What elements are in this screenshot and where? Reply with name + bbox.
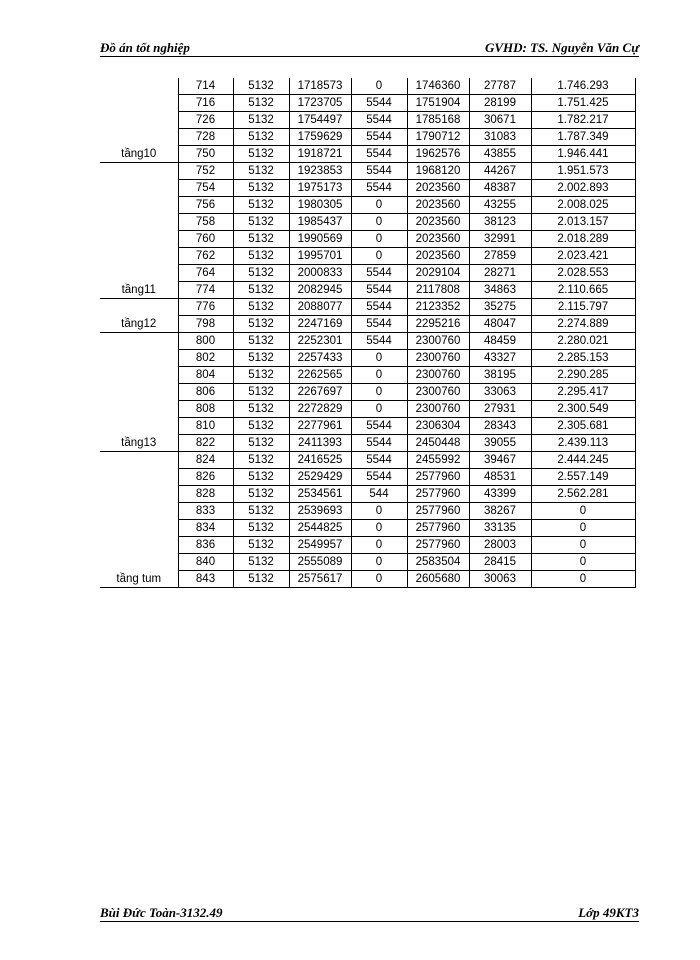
table-cell: 48459 — [469, 333, 531, 350]
table-cell: 38195 — [469, 367, 531, 384]
table-cell: 2577960 — [407, 503, 469, 520]
table-cell: 2583504 — [407, 554, 469, 571]
table-cell: 5132 — [233, 435, 289, 452]
table-cell: 35275 — [469, 299, 531, 316]
table-cell: 2295216 — [407, 316, 469, 333]
table-cell: 2.023.421 — [531, 248, 635, 265]
table-cell: 840 — [178, 554, 233, 571]
table-cell: 2029104 — [407, 265, 469, 282]
table-cell: 5132 — [233, 78, 289, 95]
table-cell: 2.300.549 — [531, 401, 635, 418]
footer-right-text: Lớp 49KT3 — [578, 905, 639, 920]
table-cell: 1785168 — [407, 112, 469, 129]
table-cell: 728 — [178, 129, 233, 146]
table-cell: 2577960 — [407, 469, 469, 486]
table-cell: 2117808 — [407, 282, 469, 299]
table-cell: 5132 — [233, 537, 289, 554]
table-cell: 38267 — [469, 503, 531, 520]
table-cell: 2.028.553 — [531, 265, 635, 282]
data-table-body — [100, 78, 635, 588]
table-cell: 27931 — [469, 401, 531, 418]
table-cell: 2.002.893 — [531, 180, 635, 197]
table-cell: 0 — [351, 384, 407, 401]
table-cell: 798 — [178, 316, 233, 333]
table-cell: 44267 — [469, 163, 531, 180]
table-row — [100, 571, 635, 588]
table-cell: 28003 — [469, 537, 531, 554]
table-cell: 1962576 — [407, 146, 469, 163]
table-row — [100, 384, 635, 401]
table-cell: 2.008.025 — [531, 197, 635, 214]
table-cell: 5544 — [351, 469, 407, 486]
table-cell: 836 — [178, 537, 233, 554]
table-cell: 2300760 — [407, 384, 469, 401]
table-row — [100, 197, 635, 214]
table-cell: 2.280.021 — [531, 333, 635, 350]
table-cell: 2450448 — [407, 435, 469, 452]
table-cell: 1.946.441 — [531, 146, 635, 163]
table-cell: 1.782.217 — [531, 112, 635, 129]
table-cell: 5132 — [233, 129, 289, 146]
table-cell: 758 — [178, 214, 233, 231]
table-cell: 2416525 — [289, 452, 351, 469]
table-cell: 5544 — [351, 282, 407, 299]
table-cell: 5544 — [351, 452, 407, 469]
table-cell: 1723705 — [289, 95, 351, 112]
table-cell: 48531 — [469, 469, 531, 486]
table-cell: 5132 — [233, 333, 289, 350]
footer-left-text: Bùi Đức Toàn-3132.49 — [100, 905, 223, 920]
table-cell: 1718573 — [289, 78, 351, 95]
table-cell: 2.110.665 — [531, 282, 635, 299]
table-cell: 5544 — [351, 163, 407, 180]
table-row — [100, 486, 635, 503]
table-cell: 5544 — [351, 95, 407, 112]
table-cell: 5544 — [351, 265, 407, 282]
table-cell: 5132 — [233, 231, 289, 248]
table-cell: 27787 — [469, 78, 531, 95]
table-cell: 2544825 — [289, 520, 351, 537]
table-cell: 2267697 — [289, 384, 351, 401]
table-row — [100, 214, 635, 231]
table-cell: 0 — [351, 78, 407, 95]
table-row — [100, 231, 635, 248]
table-cell: 2.285.153 — [531, 350, 635, 367]
table-row — [100, 95, 635, 112]
group-label: tầng13 — [100, 333, 178, 452]
table-cell: 2555089 — [289, 554, 351, 571]
table-cell: 0 — [531, 554, 635, 571]
table-cell: 843 — [178, 571, 233, 588]
table-cell: 806 — [178, 384, 233, 401]
table-cell: 2023560 — [407, 197, 469, 214]
table-cell: 5132 — [233, 248, 289, 265]
table-cell: 5132 — [233, 282, 289, 299]
table-cell: 5132 — [233, 571, 289, 588]
table-cell: 39467 — [469, 452, 531, 469]
data-table — [100, 78, 636, 588]
table-row — [100, 163, 635, 180]
header-right-text: GVHD: TS. Nguyễn Văn Cự — [484, 40, 639, 55]
table-cell: 714 — [178, 78, 233, 95]
table-cell: 2539693 — [289, 503, 351, 520]
page-footer — [100, 905, 639, 922]
table-cell: 1968120 — [407, 163, 469, 180]
table-cell: 5132 — [233, 197, 289, 214]
table-cell: 27859 — [469, 248, 531, 265]
table-cell: 0 — [351, 554, 407, 571]
table-cell: 0 — [351, 214, 407, 231]
table-cell: 2023560 — [407, 248, 469, 265]
group-label: tầng tum — [100, 452, 178, 588]
table-cell: 774 — [178, 282, 233, 299]
table-cell: 28343 — [469, 418, 531, 435]
table-cell: 48047 — [469, 316, 531, 333]
table-cell: 0 — [531, 537, 635, 554]
table-cell: 2272829 — [289, 401, 351, 418]
table-cell: 0 — [351, 571, 407, 588]
table-cell: 28271 — [469, 265, 531, 282]
table-cell: 0 — [531, 571, 635, 588]
table-cell: 2300760 — [407, 401, 469, 418]
table-cell: 39055 — [469, 435, 531, 452]
table-cell: 824 — [178, 452, 233, 469]
table-cell: 5132 — [233, 384, 289, 401]
table-cell: 2257433 — [289, 350, 351, 367]
table-cell: 38123 — [469, 214, 531, 231]
table-cell: 2300760 — [407, 350, 469, 367]
table-cell: 2534561 — [289, 486, 351, 503]
table-cell: 0 — [351, 231, 407, 248]
table-cell: 28199 — [469, 95, 531, 112]
table-cell: 43399 — [469, 486, 531, 503]
table-cell: 0 — [351, 520, 407, 537]
table-cell: 0 — [351, 401, 407, 418]
group-label: tầng11 — [100, 163, 178, 299]
table-cell: 2023560 — [407, 231, 469, 248]
page-header — [100, 40, 639, 57]
table-cell: 2577960 — [407, 520, 469, 537]
table-cell: 2123352 — [407, 299, 469, 316]
table-cell: 754 — [178, 180, 233, 197]
table-row — [100, 537, 635, 554]
table-cell: 5132 — [233, 299, 289, 316]
table-cell: 2082945 — [289, 282, 351, 299]
table-row — [100, 418, 635, 435]
table-cell: 1759629 — [289, 129, 351, 146]
table-cell: 30671 — [469, 112, 531, 129]
table-cell: 5544 — [351, 316, 407, 333]
table-cell: 2277961 — [289, 418, 351, 435]
table-cell: 762 — [178, 248, 233, 265]
table-row — [100, 401, 635, 418]
table-cell: 1790712 — [407, 129, 469, 146]
group-label: tầng10 — [100, 129, 178, 163]
table-cell: 2262565 — [289, 367, 351, 384]
table-cell: 808 — [178, 401, 233, 418]
table-row — [100, 248, 635, 265]
table-cell: 5132 — [233, 520, 289, 537]
table-cell: 0 — [351, 350, 407, 367]
table-cell: 2247169 — [289, 316, 351, 333]
table-cell: 0 — [351, 197, 407, 214]
table-row — [100, 299, 635, 316]
table-cell: 2.557.149 — [531, 469, 635, 486]
table-cell: 822 — [178, 435, 233, 452]
table-row — [100, 333, 635, 350]
table-cell: 5132 — [233, 146, 289, 163]
table-cell: 2088077 — [289, 299, 351, 316]
table-cell: 0 — [351, 248, 407, 265]
table-cell: 43255 — [469, 197, 531, 214]
table-cell: 834 — [178, 520, 233, 537]
table-cell: 0 — [351, 367, 407, 384]
table-cell: 5132 — [233, 469, 289, 486]
table-row — [100, 520, 635, 537]
table-cell: 2.439.113 — [531, 435, 635, 452]
table-row — [100, 129, 635, 146]
table-cell: 5544 — [351, 435, 407, 452]
table-row — [100, 452, 635, 469]
table-cell: 544 — [351, 486, 407, 503]
table-cell: 2455992 — [407, 452, 469, 469]
table-cell: 752 — [178, 163, 233, 180]
table-cell: 2411393 — [289, 435, 351, 452]
table-cell: 776 — [178, 299, 233, 316]
table-row — [100, 367, 635, 384]
table-cell: 5544 — [351, 333, 407, 350]
table-cell: 5132 — [233, 112, 289, 129]
table-cell: 33135 — [469, 520, 531, 537]
table-cell: 1.787.349 — [531, 129, 635, 146]
table-cell: 2.562.281 — [531, 486, 635, 503]
table-cell: 32991 — [469, 231, 531, 248]
table-cell: 43327 — [469, 350, 531, 367]
table-cell: 2.290.285 — [531, 367, 635, 384]
table-row — [100, 503, 635, 520]
table-cell: 726 — [178, 112, 233, 129]
table-cell: 1754497 — [289, 112, 351, 129]
group-label: tầng12 — [100, 299, 178, 333]
table-cell: 0 — [531, 503, 635, 520]
group-label — [100, 78, 178, 129]
table-row — [100, 146, 635, 163]
table-cell: 1751904 — [407, 95, 469, 112]
table-cell: 2529429 — [289, 469, 351, 486]
table-cell: 2.115.797 — [531, 299, 635, 316]
table-cell: 1985437 — [289, 214, 351, 231]
table-row — [100, 282, 635, 299]
table-cell: 33063 — [469, 384, 531, 401]
table-row — [100, 112, 635, 129]
table-row — [100, 180, 635, 197]
table-cell: 828 — [178, 486, 233, 503]
table-cell: 750 — [178, 146, 233, 163]
table-cell: 2300760 — [407, 333, 469, 350]
table-row — [100, 350, 635, 367]
table-cell: 1.751.425 — [531, 95, 635, 112]
table-cell: 0 — [351, 503, 407, 520]
table-cell: 1975173 — [289, 180, 351, 197]
table-cell: 756 — [178, 197, 233, 214]
table-cell: 0 — [531, 520, 635, 537]
table-cell: 1918721 — [289, 146, 351, 163]
table-cell: 1746360 — [407, 78, 469, 95]
table-cell: 31083 — [469, 129, 531, 146]
table-cell: 0 — [351, 537, 407, 554]
table-row — [100, 316, 635, 333]
table-cell: 2306304 — [407, 418, 469, 435]
table-cell: 1.746.293 — [531, 78, 635, 95]
table-cell: 5132 — [233, 554, 289, 571]
table-cell: 833 — [178, 503, 233, 520]
table-cell: 2023560 — [407, 180, 469, 197]
table-cell: 1923853 — [289, 163, 351, 180]
table-row — [100, 78, 635, 95]
table-cell: 2.295.417 — [531, 384, 635, 401]
table-cell: 2.305.681 — [531, 418, 635, 435]
table-cell: 5544 — [351, 112, 407, 129]
table-cell: 5132 — [233, 418, 289, 435]
table-cell: 5132 — [233, 265, 289, 282]
table-cell: 2549957 — [289, 537, 351, 554]
table-row — [100, 469, 635, 486]
table-cell: 5132 — [233, 180, 289, 197]
table-cell: 5544 — [351, 146, 407, 163]
table-cell: 5132 — [233, 316, 289, 333]
table-cell: 800 — [178, 333, 233, 350]
table-cell: 1990569 — [289, 231, 351, 248]
table-cell: 5132 — [233, 452, 289, 469]
table-cell: 43855 — [469, 146, 531, 163]
table-cell: 2.018.289 — [531, 231, 635, 248]
table-row — [100, 265, 635, 282]
table-cell: 2.274.889 — [531, 316, 635, 333]
table-cell: 1980305 — [289, 197, 351, 214]
table-cell: 802 — [178, 350, 233, 367]
table-cell: 2605680 — [407, 571, 469, 588]
table-cell: 804 — [178, 367, 233, 384]
table-cell: 2252301 — [289, 333, 351, 350]
table-cell: 760 — [178, 231, 233, 248]
table-cell: 2.013.157 — [531, 214, 635, 231]
table-cell: 2577960 — [407, 486, 469, 503]
table-cell: 5544 — [351, 299, 407, 316]
table-cell: 48387 — [469, 180, 531, 197]
table-cell: 2023560 — [407, 214, 469, 231]
table-cell: 5132 — [233, 503, 289, 520]
table-cell: 826 — [178, 469, 233, 486]
table-cell: 1.951.573 — [531, 163, 635, 180]
table-cell: 5544 — [351, 129, 407, 146]
table-cell: 716 — [178, 95, 233, 112]
table-row — [100, 435, 635, 452]
table-cell: 30063 — [469, 571, 531, 588]
table-cell: 5132 — [233, 401, 289, 418]
table-cell: 5132 — [233, 95, 289, 112]
table-cell: 5132 — [233, 214, 289, 231]
table-row — [100, 554, 635, 571]
table-cell: 5544 — [351, 180, 407, 197]
table-cell: 34863 — [469, 282, 531, 299]
table-cell: 2000833 — [289, 265, 351, 282]
table-cell: 5132 — [233, 486, 289, 503]
table-cell: 5132 — [233, 367, 289, 384]
table-cell: 5544 — [351, 418, 407, 435]
table-cell: 764 — [178, 265, 233, 282]
table-cell: 2.444.245 — [531, 452, 635, 469]
table-cell: 1995701 — [289, 248, 351, 265]
table-cell: 2577960 — [407, 537, 469, 554]
table-cell: 2575617 — [289, 571, 351, 588]
table-cell: 810 — [178, 418, 233, 435]
table-cell: 5132 — [233, 350, 289, 367]
header-left-text: Đồ án tốt nghiệp — [100, 40, 190, 55]
table-cell: 28415 — [469, 554, 531, 571]
table-cell: 2300760 — [407, 367, 469, 384]
table-cell: 5132 — [233, 163, 289, 180]
